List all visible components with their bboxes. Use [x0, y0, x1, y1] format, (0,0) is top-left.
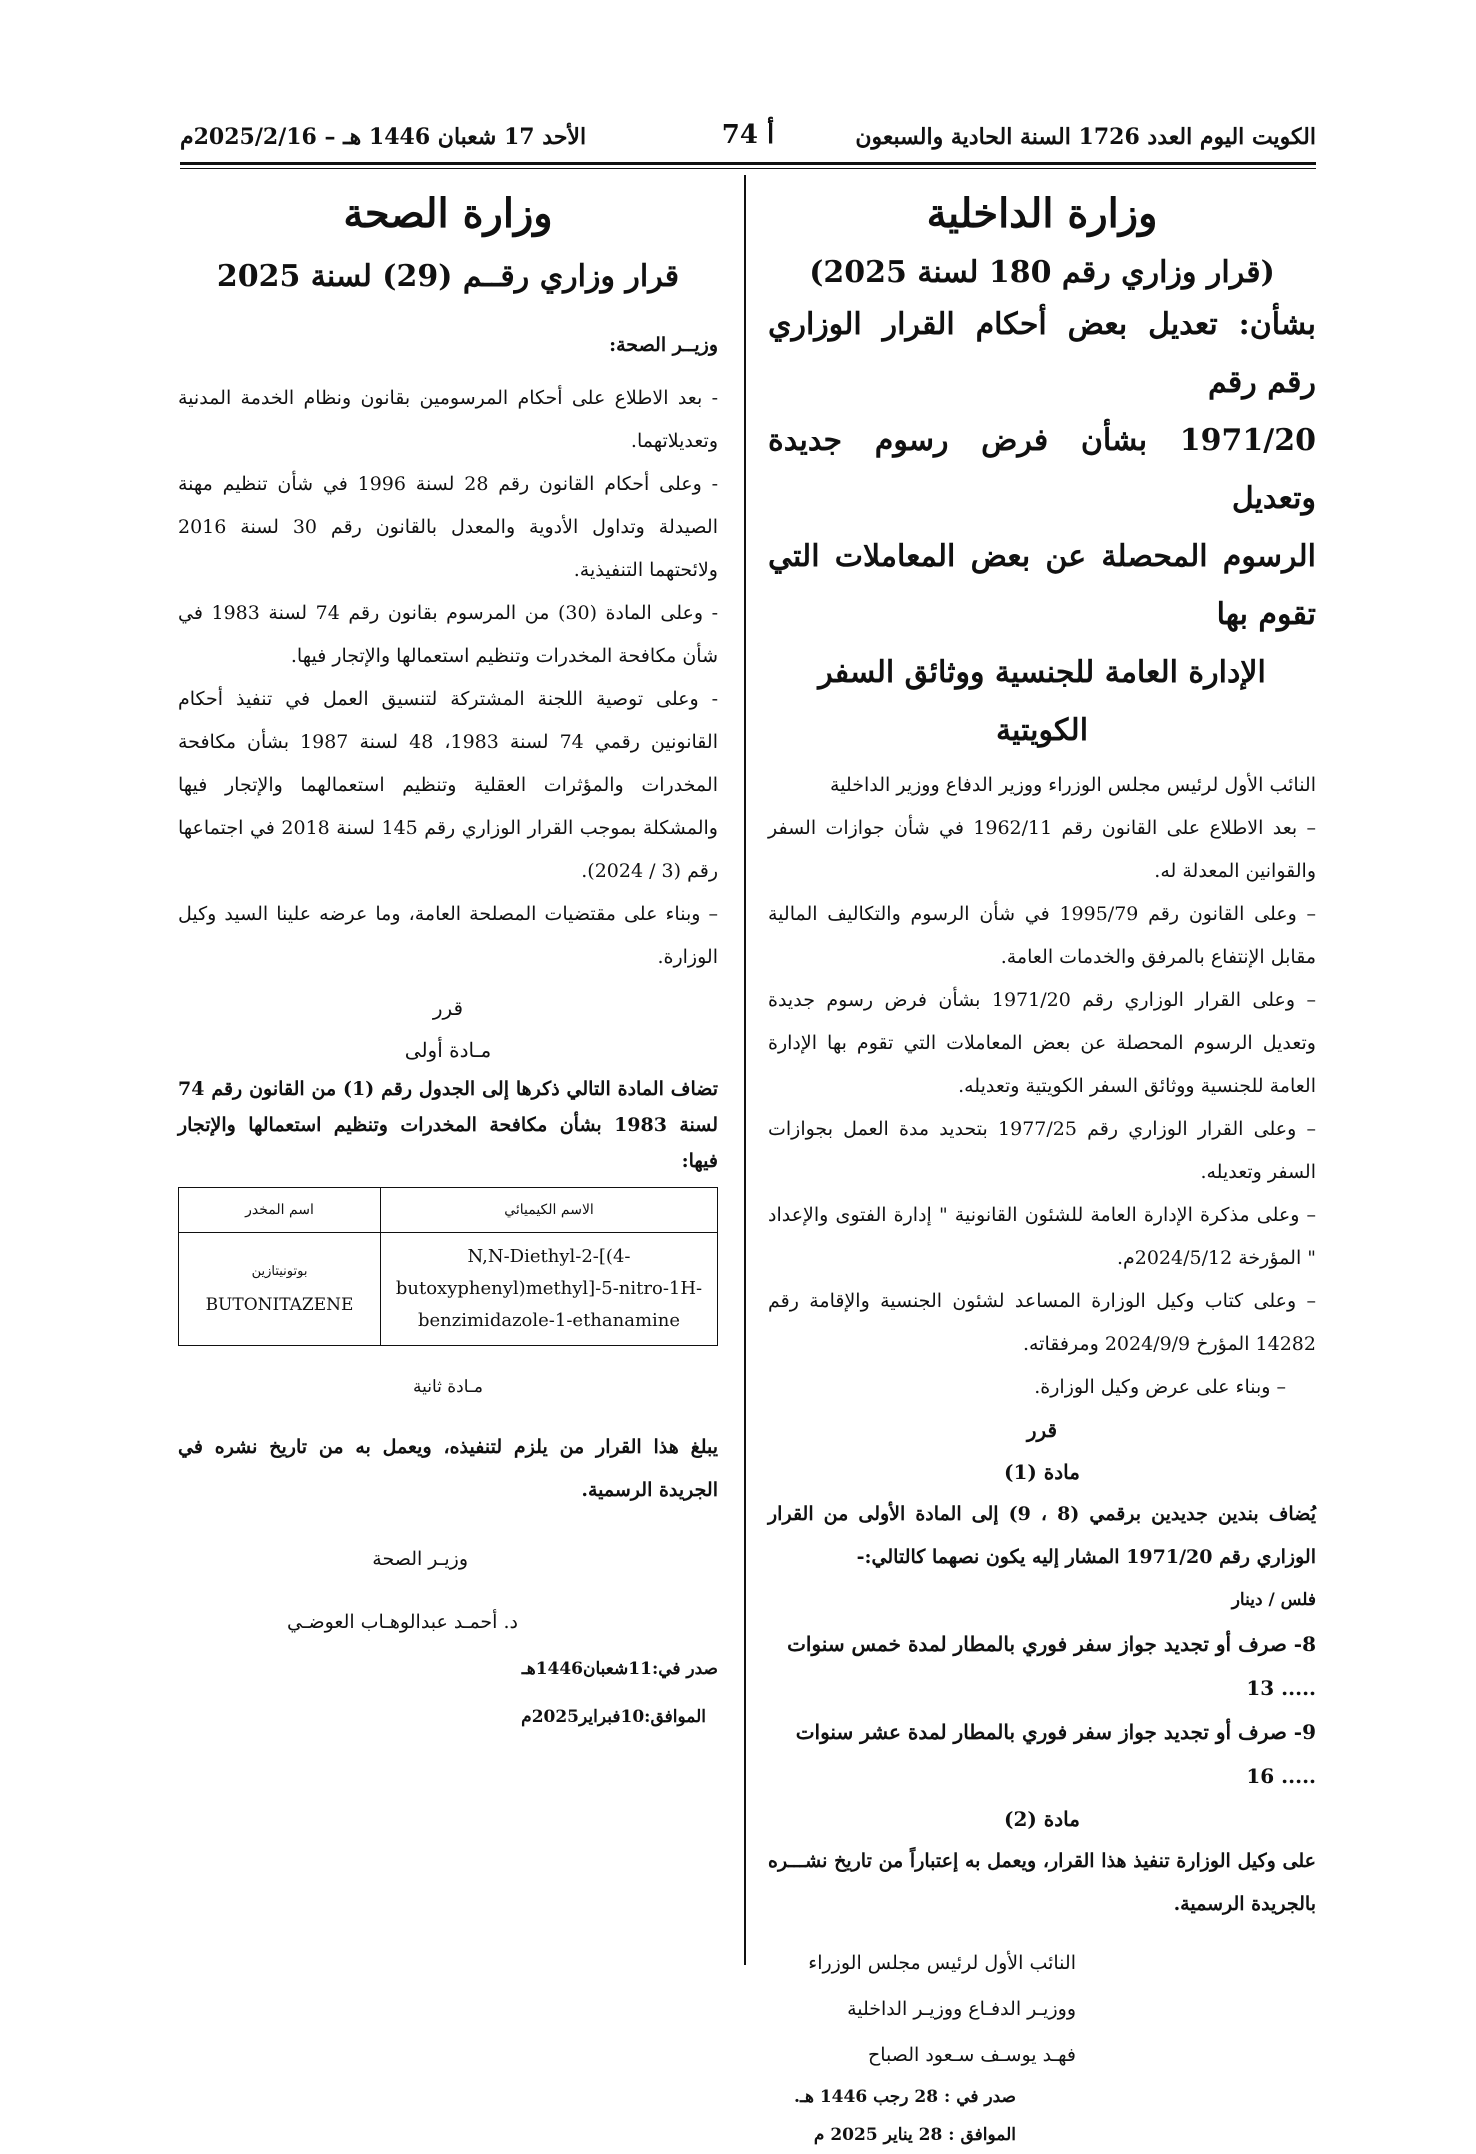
article-text: على وكيل الوزارة تنفيذ هذا القرار، ويعمل به إعتباراً من تاريخ نشـــره بالجريدة الرسمية. — [768, 1850, 1316, 1915]
recital: – وبناء على مقتضيات المصلحة العامة، وما عرضه علينا السيد وكيل الوزارة. — [178, 903, 718, 968]
page-header — [180, 118, 1316, 158]
subject-line: الرسوم المحصلة عن بعض المعاملات التي تقوم بها — [768, 539, 1316, 632]
chemical-name-cell: N,N-Diethyl-2-[(4-butoxyphenyl)methyl]-5-nitro-1H-benzimidazole-1-ethanamine — [381, 1233, 718, 1346]
decree-title: (قرار وزاري رقم 180 لسنة 2025) — [809, 255, 1275, 290]
recital: – وعلى مذكرة الإدارة العامة للشئون القانونية " إدارة الفتوى والإعداد " المؤرخة 2024/5/12م. — [768, 1204, 1316, 1269]
article-title: مادة (2) — [1003, 1807, 1080, 1831]
subject-line: 1971/20 بشأن فرض رسوم جديدة وتعديل — [768, 423, 1316, 516]
corresponding-date: الموافق:10فبراير2025م — [521, 1707, 706, 1727]
article-text: يبلغ هذا القرار من يلزم لتنفيذه، ويعمل به من تاريخ نشره في الجريدة الرسمية. — [178, 1436, 718, 1501]
subject-line: بشأن: تعديل بعض أحكام القرار الوزاري رقم رقم — [768, 307, 1316, 400]
recital: – وبناء على عرض وكيل الوزارة. — [1034, 1376, 1286, 1398]
recital: - بعد الاطلاع على أحكام المرسومين بقانون ونظام الخدمة المدنية وتعديلاتهما. — [178, 387, 718, 452]
recital: – وعلى كتاب وكيل الوزارة المساعد لشئون الجنسية والإقامة رقم 14282 المؤرخ 2024/9/9 ومرفقاته. — [768, 1290, 1316, 1355]
drug-name-cell — [179, 1233, 381, 1346]
decree-title: قرار وزاري رقــم (29) لسنة 2025 — [216, 259, 680, 294]
fee-item: 9- صرف أو تجديد جواز سفر فوري بالمطار لمدة عشر سنوات ..... 16 — [795, 1720, 1316, 1788]
issue-date: الأحد 17 شعبان 1446 هـ – 2025/2/16م — [180, 124, 587, 150]
article-title: مادة (1) — [1003, 1460, 1080, 1484]
corresponding-date: الموافق : 28 يناير 2025 م — [813, 2125, 1016, 2145]
article-text: تضاف المادة التالي ذكرها إلى الجدول رقم (1) من القانون رقم 74 لسنة 1983 بشأن مكافحة المخدرات وتنظيم استعمالها والإتجار فيها: — [178, 1078, 719, 1172]
recital: - وعلى المادة (30) من المرسوم بقانون رقم 74 لسنة 1983 في شأن مكافحة المخدرات وتنظيم استعمالها والإتجار فيها. — [178, 602, 718, 667]
column-divider — [744, 175, 746, 1965]
table-row — [179, 1233, 718, 1346]
article-title: مـادة أولى — [404, 1038, 492, 1062]
page-number: أ 74 — [721, 120, 775, 150]
article-title: مـادة ثانية — [412, 1377, 484, 1397]
minister-intro: وزيــر الصحة: — [609, 334, 718, 356]
decree-subject — [768, 296, 1316, 760]
drug-name-ar: بوتونيتازين — [251, 1263, 308, 1279]
issued-date: صدر في:11شعبان1446هـ — [521, 1659, 718, 1679]
table-header: الاسم الكيميائي — [381, 1188, 718, 1233]
header-rule — [180, 162, 1316, 165]
subject-line: الإدارة العامة للجنسية ووثائق السفر الكويتية — [818, 655, 1266, 748]
minister-name: د. أحمـد عبدالوهـاب العوضـي — [287, 1611, 518, 1633]
recital: – بعد الاطلاع على القانون رقم 1962/11 في شأن جوازات السفر والقوانين المعدلة له. — [768, 817, 1316, 882]
article-text: يُضاف بندين جديدين برقمي (8 ، 9) إلى المادة الأولى من القرار الوزاري رقم 1971/20 المشار إليه يكون نصهما كالتالي:- — [768, 1503, 1316, 1568]
ministry-title: وزارة الصحة — [343, 190, 553, 237]
issuer: النائب الأول لرئيس مجلس الوزراء ووزير الدفاع ووزير الداخلية — [830, 774, 1316, 796]
signature-line: النائب الأول لرئيس مجلس الوزراء — [808, 1952, 1076, 1974]
recital: – وعلى القرار الوزاري رقم 1977/25 بتحديد مدة العمل بجوازات السفر وتعديله. — [768, 1118, 1316, 1183]
date-block — [768, 2078, 1016, 2154]
signature-line: ووزيـر الدفـاع ووزيـر الداخلية — [847, 1998, 1076, 2020]
decided-heading: قرر — [1026, 1418, 1058, 1442]
recital: - وعلى أحكام القانون رقم 28 لسنة 1996 في شأن تنظيم مهنة الصيدلة وتداول الأدوية والمعدل بالقانون رقم 30 لسنة 2016 ولائحتهما التنفيذية. — [178, 473, 718, 581]
decided-heading: قرر — [432, 996, 464, 1020]
health-decree — [178, 180, 718, 1736]
header-rule-thin — [180, 168, 1316, 169]
recital: – وعلى القانون رقم 1995/79 في شأن الرسوم والتكاليف المالية مقابل الإنتفاع بالمرفق والخدمات العامة. — [768, 903, 1317, 968]
drug-table — [178, 1187, 718, 1346]
signature-block — [768, 1940, 1076, 2078]
table-header-row — [179, 1188, 718, 1233]
signature-line: فهـد يوسـف سـعود الصباح — [867, 2044, 1076, 2066]
issue-info: الكويت اليوم العدد 1726 السنة الحادية والسبعون — [855, 124, 1316, 150]
drug-name-en: BUTONITAZENE — [205, 1294, 354, 1315]
recital: – وعلى القرار الوزاري رقم 1971/20 بشأن فرض رسوم جديدة وتعديل الرسوم المحصلة عن بعض المعاملات التي تقوم بها الإدارة العامة للجنسية ووثائق السفر الكويتية وتعديله. — [768, 989, 1316, 1097]
recital: - وعلى توصية اللجنة المشتركة لتنسيق العمل في تنفيذ أحكام القانونين رقمي 74 لسنة 1983، 48 لسنة 1987 بشأن مكافحة المخدرات والمؤثرات العقلية وتنظيم استعمالهما والإتجار فيها والمشكلة بموجب القرار الوزاري رقم 145 لسنة 2018 في اجتماعها رقم (3 / 2024). — [178, 688, 718, 882]
interior-decree — [768, 180, 1316, 2154]
ministry-title: وزارة الداخلية — [926, 190, 1158, 237]
fee-item: 8- صرف أو تجديد جواز سفر فوري بالمطار لمدة خمس سنوات ..... 13 — [787, 1632, 1316, 1700]
minister-title: وزيـر الصحة — [372, 1548, 468, 1570]
issued-date: صدر في : 28 رجب 1446 هـ. — [794, 2087, 1016, 2107]
fee-unit: فلس / دينار — [1231, 1590, 1316, 1610]
table-header: اسم المخدر — [179, 1188, 381, 1233]
